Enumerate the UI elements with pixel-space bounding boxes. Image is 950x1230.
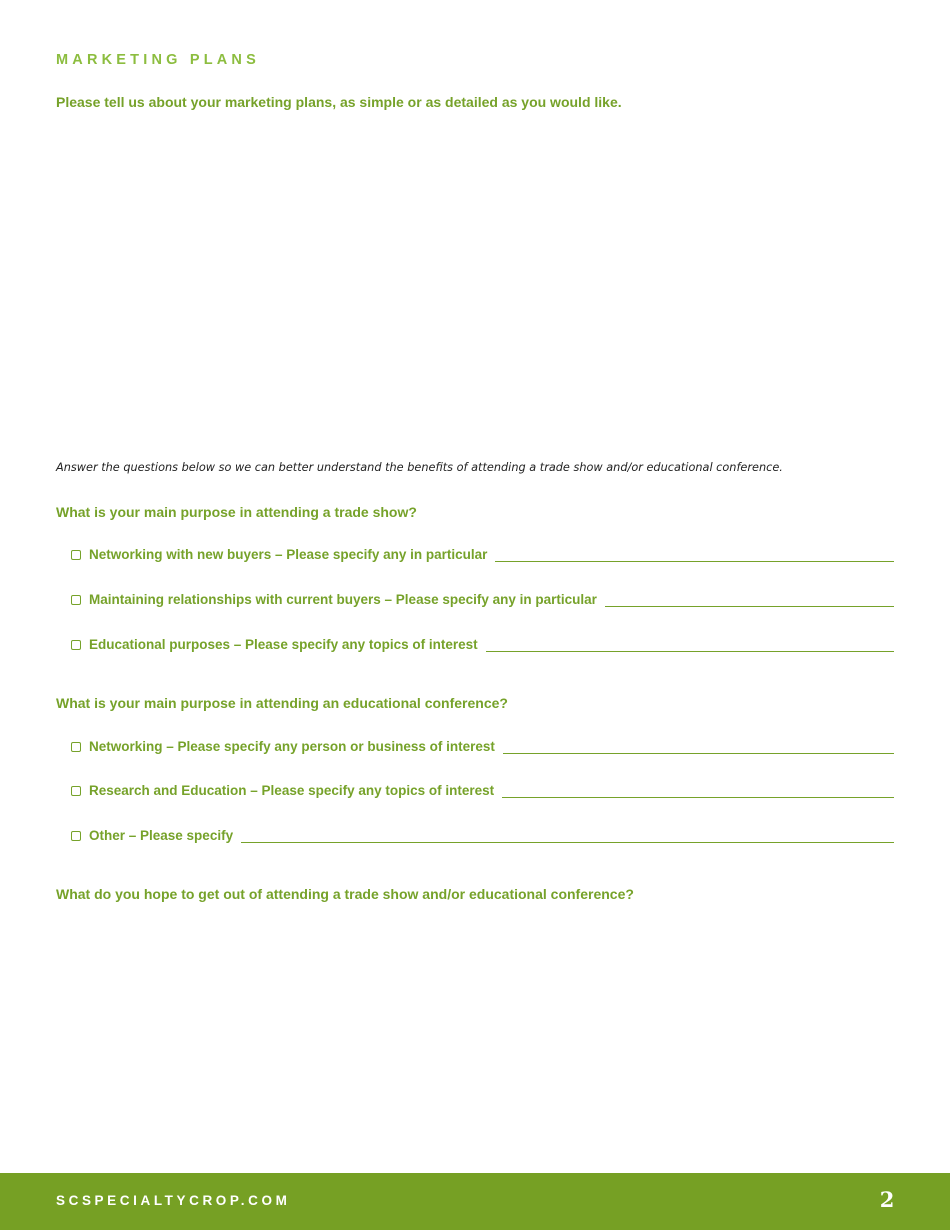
option-label: Networking – Please specify any person or business of interest [89,739,495,754]
section-title: MARKETING PLANS [56,52,260,68]
answer-line[interactable] [241,842,894,843]
footer-url: SCSPECIALTYCROP.COM [56,1193,291,1208]
conference-option-networking [71,737,894,757]
trade-show-question: What is your main purpose in attending a trade show? [56,504,417,520]
answer-line[interactable] [605,606,894,607]
conference-option-other [71,826,894,846]
trade-show-option-networking [71,545,894,565]
option-label: Research and Education – Please specify any topics of interest [89,783,495,798]
option-label: Maintaining relationships with current buyers – Please specify any in particular [89,592,597,607]
hope-question: What do you hope to get out of attending a trade show and/or educational conference? [56,886,634,902]
trade-show-option-educational [71,635,894,655]
answer-line[interactable] [503,753,894,754]
conference-option-research [71,781,894,801]
answer-line[interactable] [502,797,894,798]
checkbox[interactable] [71,595,81,605]
option-label: Networking with new buyers – Please specify any in particular [89,547,488,562]
answer-line[interactable] [495,561,894,562]
checkbox[interactable] [71,786,81,796]
option-label: Other – Please specify [89,828,234,843]
answer-line[interactable] [486,651,894,652]
option-label: Educational purposes – Please specify any topics of interest [89,637,478,652]
checkbox[interactable] [71,742,81,752]
checkbox[interactable] [71,550,81,560]
checkbox[interactable] [71,640,81,650]
conference-question: What is your main purpose in attending an educational conference? [56,695,508,711]
marketing-plans-prompt: Please tell us about your marketing plans, as simple or as detailed as you would like. [56,94,622,110]
trade-show-option-relationships [71,590,894,610]
checkbox[interactable] [71,831,81,841]
intro-text: Answer the questions below so we can better understand the benefits of attending a trade show and/or educational conference. [56,461,783,474]
page-number: 2 [879,1187,895,1212]
